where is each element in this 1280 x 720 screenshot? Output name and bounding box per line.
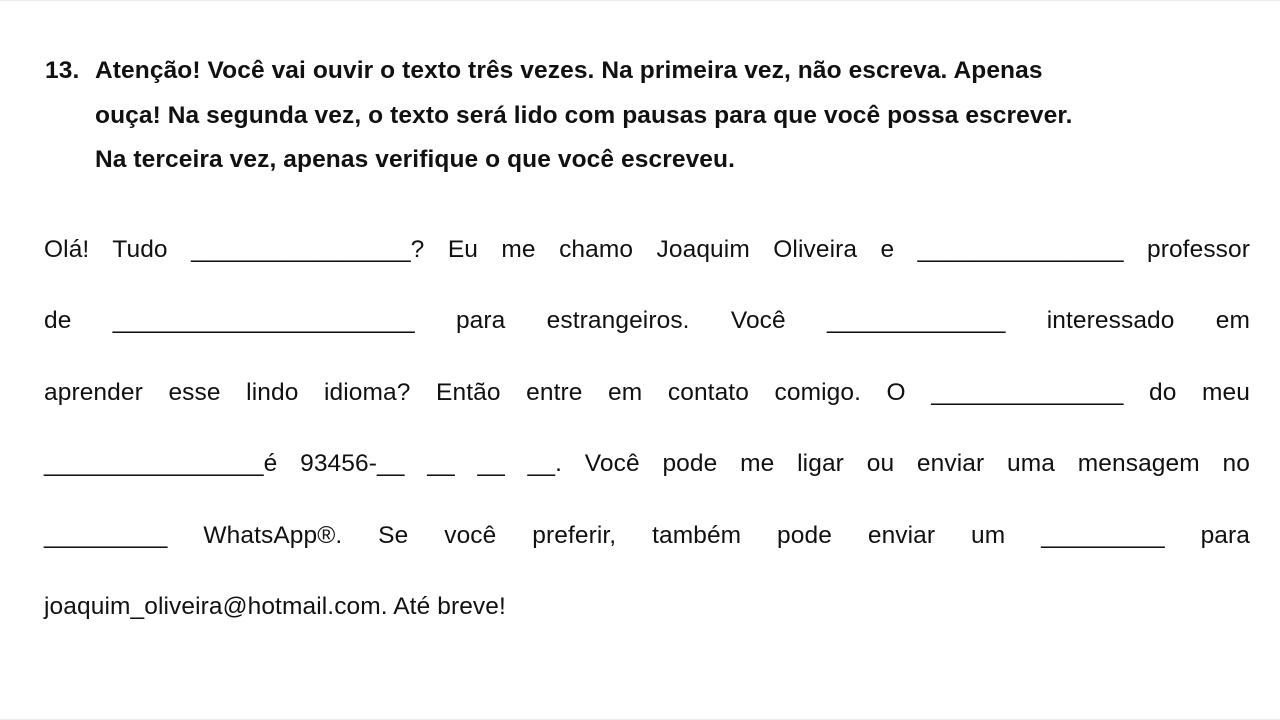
passage-line: _________ WhatsApp®. Se você preferir, também pode enviar um _________ para bbox=[44, 521, 1250, 549]
exercise-number: 13. bbox=[45, 57, 80, 84]
passage-line: ________________é 93456-__ __ __ __. Você pode me ligar ou enviar uma mensagem no bbox=[44, 450, 1250, 477]
exercise-instructions bbox=[45, 49, 1250, 183]
instruction-line: ouça! Na segunda vez, o texto será lido com pausas para que você possa escrever. bbox=[95, 101, 1073, 129]
exercise-instructions-text bbox=[95, 49, 1073, 183]
instruction-line: Na terceira vez, apenas verifique o que você escreveu. bbox=[95, 146, 735, 173]
passage-line: de ______________________ para estrangeiros. Você _____________ interessado em bbox=[44, 307, 1250, 334]
instruction-line: Atenção! Você vai ouvir o texto três vezes. Na primeira vez, não escreva. Apenas bbox=[95, 57, 1043, 84]
dictation-passage bbox=[44, 214, 1250, 643]
passage-line-email: joaquim_oliveira@hotmail.com. Até breve! bbox=[44, 593, 506, 620]
passage-line: Olá! Tudo ________________? Eu me chamo Joaquim Oliveira e _______________ professor bbox=[44, 235, 1250, 263]
passage-line: aprender esse lindo idioma? Então entre em contato comigo. O ______________ do meu bbox=[44, 378, 1250, 406]
